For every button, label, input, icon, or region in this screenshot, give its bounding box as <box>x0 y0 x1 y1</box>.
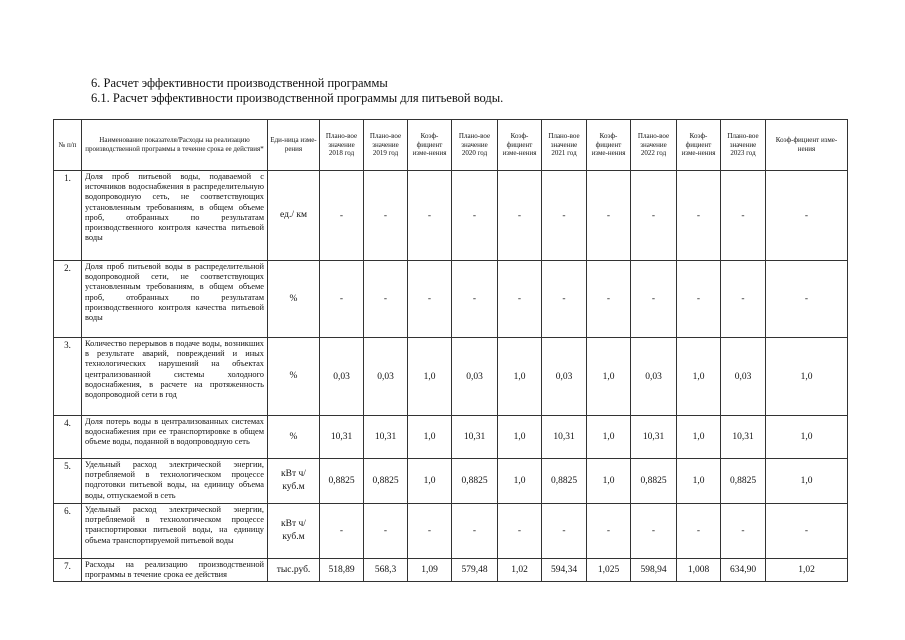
indicator-name: Доля потерь воды в централизованных системах водоснабжения при ее транспортировке в общем объеме воды, поданной в водопроводную сеть <box>82 416 268 459</box>
header-num: № п/п <box>54 120 82 171</box>
value-cell: 10,31 <box>320 416 364 459</box>
unit-cell: % <box>268 416 320 459</box>
value-cell: 1,025 <box>587 559 631 582</box>
header-unit: Еди-ница изме-рения <box>268 120 320 171</box>
value-cell: - <box>677 261 721 338</box>
value-cell: - <box>631 171 677 261</box>
row-number: 5. <box>54 459 82 504</box>
unit-cell: ед./ км <box>268 171 320 261</box>
value-cell: - <box>677 171 721 261</box>
value-cell: 1,0 <box>498 338 542 416</box>
value-cell: - <box>766 171 848 261</box>
value-cell: 1,0 <box>677 459 721 504</box>
row-number: 7. <box>54 559 82 582</box>
value-cell: 0,8825 <box>320 459 364 504</box>
table-row <box>54 338 848 416</box>
value-cell: - <box>408 504 452 559</box>
value-cell: 518,89 <box>320 559 364 582</box>
value-cell: - <box>631 504 677 559</box>
row-number: 2. <box>54 261 82 338</box>
value-cell: 10,31 <box>631 416 677 459</box>
value-cell: - <box>408 261 452 338</box>
value-cell: 0,8825 <box>631 459 677 504</box>
value-cell: 0,03 <box>542 338 587 416</box>
unit-cell: кВт ч/куб.м <box>268 504 320 559</box>
value-cell: - <box>766 504 848 559</box>
value-cell: 579,48 <box>452 559 498 582</box>
table-row <box>54 504 848 559</box>
value-cell: 0,8825 <box>542 459 587 504</box>
value-cell: 0,03 <box>721 338 766 416</box>
header-coef-2020: Коэф-фициент изме-нения <box>498 120 542 171</box>
header-plan-2022: Плано-вое значение 2022 год <box>631 120 677 171</box>
row-number: 3. <box>54 338 82 416</box>
value-cell: 1,0 <box>408 459 452 504</box>
section-headings <box>91 76 503 106</box>
value-cell: 10,31 <box>542 416 587 459</box>
header-plan-2023: Плано-вое значение 2023 год <box>721 120 766 171</box>
value-cell: 1,0 <box>408 338 452 416</box>
section-subtitle: 6.1. Расчет эффективности производственной программы для питьевой воды. <box>91 91 504 105</box>
value-cell: 598,94 <box>631 559 677 582</box>
value-cell: 0,03 <box>452 338 498 416</box>
value-cell: - <box>364 261 408 338</box>
value-cell: - <box>364 504 408 559</box>
value-cell: - <box>452 504 498 559</box>
unit-cell: % <box>268 338 320 416</box>
value-cell: 1,0 <box>766 459 848 504</box>
value-cell: 10,31 <box>364 416 408 459</box>
value-cell: - <box>408 171 452 261</box>
value-cell: - <box>766 261 848 338</box>
value-cell: - <box>320 171 364 261</box>
value-cell: - <box>542 171 587 261</box>
unit-cell: % <box>268 261 320 338</box>
value-cell: 1,0 <box>498 416 542 459</box>
value-cell: 0,03 <box>631 338 677 416</box>
table-row <box>54 416 848 459</box>
value-cell: 10,31 <box>721 416 766 459</box>
indicator-name: Количество перерывов в подаче воды, возникших в результате аварий, повреждений и иных технологических нарушений на объектах централизованной системы холодного водоснабжения, в расчете на протяженность водопроводной сети в год <box>82 338 268 416</box>
header-coef-2021: Коэф-фициент изме-нения <box>587 120 631 171</box>
value-cell: - <box>498 261 542 338</box>
value-cell: 1,02 <box>498 559 542 582</box>
value-cell: - <box>320 504 364 559</box>
header-plan-2021: Плано-вое значение 2021 год <box>542 120 587 171</box>
value-cell: - <box>498 504 542 559</box>
value-cell: 0,8825 <box>721 459 766 504</box>
value-cell: 1,0 <box>677 338 721 416</box>
indicator-name: Расходы на реализацию производственной программы в течение срока ее действия <box>82 559 268 582</box>
value-cell: - <box>320 261 364 338</box>
value-cell: 0,03 <box>320 338 364 416</box>
value-cell: 1,0 <box>677 416 721 459</box>
unit-cell: кВт ч/куб.м <box>268 459 320 504</box>
value-cell: 1,0 <box>587 338 631 416</box>
value-cell: 0,03 <box>364 338 408 416</box>
value-cell: 1,0 <box>587 416 631 459</box>
indicator-name: Удельный расход электрической энергии, потребляемой в технологическом процессе подготовки питьевой воды, на единицу объема воды, отпускаемой в сеть <box>82 459 268 504</box>
table-row <box>54 559 848 582</box>
value-cell: - <box>677 504 721 559</box>
header-coef-2023: Коэф-фициент изме-нения <box>766 120 848 171</box>
unit-cell: тыс.руб. <box>268 559 320 582</box>
value-cell: - <box>631 261 677 338</box>
header-plan-2019: Плано-вое значение 2019 год <box>364 120 408 171</box>
header-plan-2020: Плано-вое значение 2020 год <box>452 120 498 171</box>
value-cell: - <box>721 261 766 338</box>
value-cell: 1,0 <box>766 416 848 459</box>
value-cell: - <box>587 171 631 261</box>
value-cell: 1,09 <box>408 559 452 582</box>
value-cell: - <box>587 504 631 559</box>
table-row <box>54 459 848 504</box>
table-row <box>54 261 848 338</box>
value-cell: - <box>542 261 587 338</box>
value-cell: 634,90 <box>721 559 766 582</box>
value-cell: 10,31 <box>452 416 498 459</box>
value-cell: 1,0 <box>498 459 542 504</box>
value-cell: 0,8825 <box>452 459 498 504</box>
value-cell: - <box>587 261 631 338</box>
header-coef-2019: Коэф-фициент изме-нения <box>408 120 452 171</box>
efficiency-table <box>53 119 848 582</box>
row-number: 4. <box>54 416 82 459</box>
value-cell: 1,0 <box>766 338 848 416</box>
row-number: 6. <box>54 504 82 559</box>
value-cell: - <box>498 171 542 261</box>
value-cell: - <box>721 504 766 559</box>
section-title: 6. Расчет эффективности производственной программы <box>91 76 388 90</box>
value-cell: 0,8825 <box>364 459 408 504</box>
indicator-name: Доля проб питьевой воды, подаваемой с источников водоснабжения в распределительную водопроводную сеть, не соответствующих установленным требованиям, в общем объеме проб, отобранных по результатам производственного контроля качества питьевой воды <box>82 171 268 261</box>
header-name: Наименование показателя/Расходы на реализацию производственной программы в течение срока ее действия* <box>82 120 268 171</box>
value-cell: - <box>452 261 498 338</box>
table-body <box>54 171 848 582</box>
value-cell: 594,34 <box>542 559 587 582</box>
header-plan-2018: Плано-вое значение 2018 год <box>320 120 364 171</box>
header-coef-2022: Коэф-фициент изме-нения <box>677 120 721 171</box>
value-cell: 1,008 <box>677 559 721 582</box>
value-cell: 1,0 <box>408 416 452 459</box>
table-row <box>54 171 848 261</box>
value-cell: - <box>721 171 766 261</box>
indicator-name: Доля проб питьевой воды в распределительной водопроводной сети, не соответствующих установленным требованиям, в общем объеме проб, отобранных по результатам производственного контроля качества питьевой воды <box>82 261 268 338</box>
table-header-row <box>54 120 848 171</box>
value-cell: 568,3 <box>364 559 408 582</box>
value-cell: 1,02 <box>766 559 848 582</box>
row-number: 1. <box>54 171 82 261</box>
value-cell: 1,0 <box>587 459 631 504</box>
value-cell: - <box>452 171 498 261</box>
indicator-name: Удельный расход электрической энергии, потребляемой в технологическом процессе транспортировки питьевой воды, на единицу объема транспортируемой питьевой воды <box>82 504 268 559</box>
value-cell: - <box>364 171 408 261</box>
value-cell: - <box>542 504 587 559</box>
